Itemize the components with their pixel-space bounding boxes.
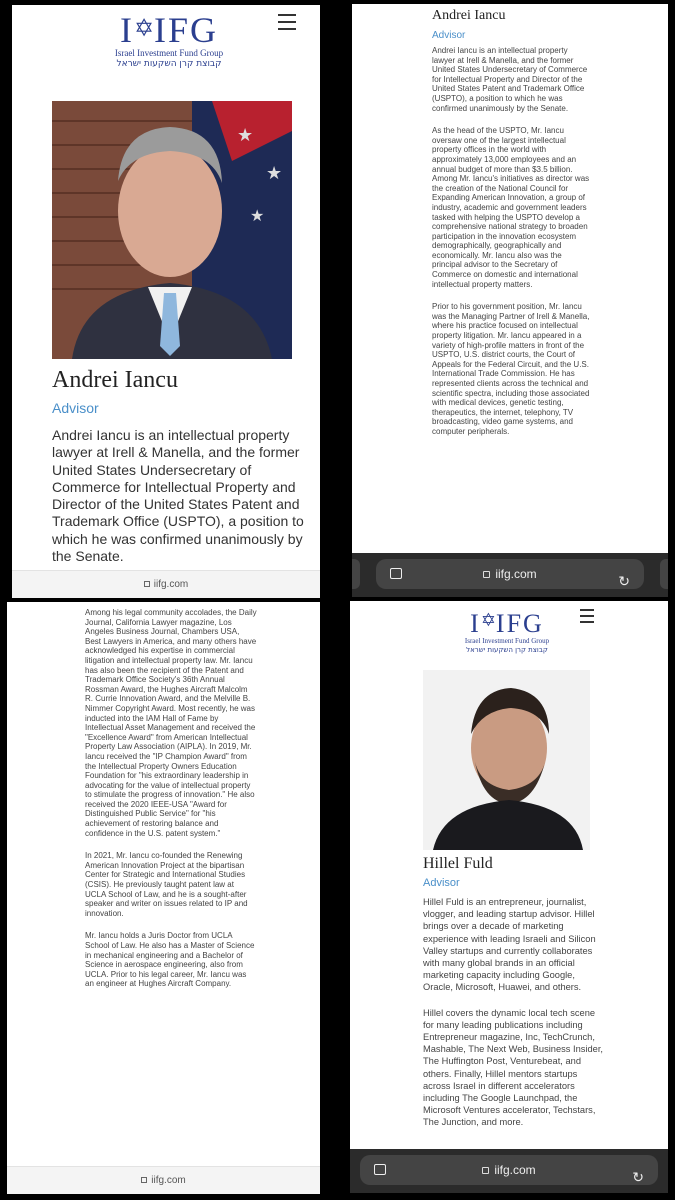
person-name: Hillel Fuld xyxy=(423,855,493,872)
bio-text xyxy=(432,46,592,450)
hamburger-icon[interactable] xyxy=(580,609,594,625)
address-bar[interactable] xyxy=(376,559,644,589)
person-role: Advisor xyxy=(52,400,99,416)
browser-url-bar[interactable] xyxy=(12,570,320,598)
reload-icon[interactable]: ↻ xyxy=(632,1169,644,1185)
lock-icon xyxy=(483,571,490,578)
bio-paragraph-4: Among his legal community accolades, the Daily Journal, California Lawyer magazine, Los Angeles Business Journal, Chambers USA, Best Lawyers in America, and many others have acknowledged his expertise in commercial litigation and intellectual property law. Mr. Iancu has also been the recipient of the Patent and Trademark Office Society's 36th Annual Rossman Award, the Hughes Aircraft Malcolm R. Currie Innovation Award, and the Melville B. Nimmer Copyright Award. Most recently, he was inducted into the IAM Hall of Fame by Intellectual Asset Management and received the "Excellence Award" from American Intellectual Property Law Association (AIPLA). In 2019, Mr. Iancu received the "IP Champion Award" from the Intellectual Property Owners Education Foundation for "his extraordinary leadership in advocating for the value of intellectual property to stimulate the progress of innovation." He also received the 2020 IEEE-USA "Award for Distinguished Public Service" for "his achievement of restoring balance and confidence in the U.S. patent system." xyxy=(85,608,257,838)
logo-name: Israel Investment Fund Group xyxy=(464,637,550,645)
url-text: iifg.com xyxy=(494,1163,536,1177)
andrei-iancu-photo xyxy=(52,101,292,359)
logo-name: Israel Investment Fund Group xyxy=(114,48,224,58)
bio-paragraph-1: Hillel Fuld is an entrepreneur, journalist, vlogger, and leading startup advisor. Hillel brings over a decade of marketing experience with leading Israeli and Silicon Valley startups and currently collaborates with many global brands in an official marketing capacity including Google, Oracle, Microsoft, Huawei, and others. xyxy=(423,897,596,993)
iifg-logo[interactable] xyxy=(458,607,556,655)
bio-paragraph-2: Hillel covers the dynamic local tech scene for many leading publications including Entrepreneur magazine, Inc, TechCrunch, Mashable, The Next Web, Business Insider, The Huffington Post, Venturebeat, and others. Finally, Hillel mentors startups across Israel in different accelerators including The Google Launchpad, the Microsoft Ventures accelerator, Techstars, The Junction, and more. xyxy=(423,1007,604,1128)
person-role: Advisor xyxy=(423,877,460,889)
logo-letter-i: I xyxy=(470,609,481,638)
svg-text:★: ★ xyxy=(237,125,254,145)
lock-icon xyxy=(144,581,150,587)
bio-paragraph-6: Mr. Iancu holds a Juris Doctor from UCLA School of Law. He also has a Master of Science in mechanical engineering and a Bachelor of Science in aerospace engineering, also from UCLA. Prior to his legal career, Mr. Iancu was an engineer at Hughes Aircraft Company. xyxy=(85,931,255,989)
screenshot-panel-2 xyxy=(352,4,668,597)
address-bar[interactable] xyxy=(360,1155,658,1185)
browser-toolbar xyxy=(350,1149,668,1193)
lock-icon xyxy=(482,1167,489,1174)
url-text: iifg.com xyxy=(495,567,537,581)
bio-paragraph-1: Andrei Iancu is an intellectual property lawyer at Irell & Manella, and the former United States Undersecretary of Commerce for Intellectual Property and Director of the United States Patent and Trademark Office (USPTO), a position to which he was confirmed unanimously by the Senate. xyxy=(52,427,304,565)
star-of-david-icon: ✡ xyxy=(480,610,496,630)
url-text: iifg.com xyxy=(153,579,189,590)
logo-letter-i: I xyxy=(119,10,134,50)
person-name: Andrei Iancu xyxy=(52,367,178,393)
bio-paragraph-1: Andrei Iancu is an intellectual property lawyer at Irell & Manella, and the former United States Undersecretary of Commerce for Intellectual Property and Director of the United States Patent and Trademark Office (USPTO), a position to which he was confirmed unanimously by the Senate. xyxy=(432,46,588,113)
bio-paragraph-2: As the head of the USPTO, Mr. Iancu oversaw one of the largest intellectual property offices in the world with approximately 13,000 employees and an annual budget of more than $3.5 billion. Among Mr. Iancu's initiatives as director was the creation of the National Council for Expanding American Innovation, a group of industry, academic and government leaders tasked with helping the USPTO develop a comprehensive national strategy to broaden participation in the innovation ecosystem demographically, geographically and economically. Mr. Iancu also was the principal advisor to the Secretary of Commerce on domestic and international intellectual property matters. xyxy=(432,126,590,289)
screenshot-panel-3 xyxy=(7,602,320,1194)
screenshot-panel-4 xyxy=(350,601,668,1193)
logo-letters-ifg: IFG xyxy=(154,10,219,50)
reload-icon[interactable]: ↻ xyxy=(618,573,630,589)
person-role: Advisor xyxy=(432,30,466,41)
svg-text:★: ★ xyxy=(266,163,283,183)
lock-icon xyxy=(141,1177,147,1183)
browser-url-bar[interactable] xyxy=(7,1166,320,1194)
logo-hebrew: קבוצת קרן השקעות ישראל xyxy=(116,59,222,69)
url-text: iifg.com xyxy=(151,1175,186,1186)
star-of-david-icon: ✡ xyxy=(133,16,155,42)
logo-letters-ifg: IFG xyxy=(495,609,544,638)
hamburger-icon[interactable] xyxy=(278,14,296,30)
tabs-icon[interactable] xyxy=(390,568,402,579)
svg-text:★: ★ xyxy=(250,208,265,225)
browser-toolbar xyxy=(352,553,668,597)
screenshot-panel-1 xyxy=(12,5,320,598)
tabs-icon[interactable] xyxy=(374,1164,386,1175)
bio-paragraph-5: In 2021, Mr. Iancu co-founded the Renewing American Innovation Project at the bipartisan Center for Strategic and International Studies (CSIS). He previously taught patent law at UCLA School of Law, and he is a sought-after speaker and writer on issues related to IP and innovation. xyxy=(85,851,248,918)
iifg-logo[interactable] xyxy=(104,11,234,70)
logo-hebrew: קבוצת קרן השקעות ישראל xyxy=(466,646,548,654)
person-name: Andrei Iancu xyxy=(432,8,506,23)
bio-paragraph-3: Prior to his government position, Mr. Iancu was the Managing Partner of Irell & Manella, where his practice focused on intellectual property litigation. Mr. Iancu appeared in a variety of high-profile matters in front of the USPTO, U.S. district courts, the Court of Appeals for the Federal Circuit, and the U.S. International Trade Commission. He has represented clients across the technical and scientific spectra, including those associated with medical devices, genetic testing, therapeutics, the internet, telephony, TV broadcasting, video game systems, and computer peripherals. xyxy=(432,302,590,436)
hillel-fuld-photo xyxy=(423,670,590,850)
bio-text xyxy=(85,608,257,1002)
bio-text xyxy=(423,896,605,1142)
